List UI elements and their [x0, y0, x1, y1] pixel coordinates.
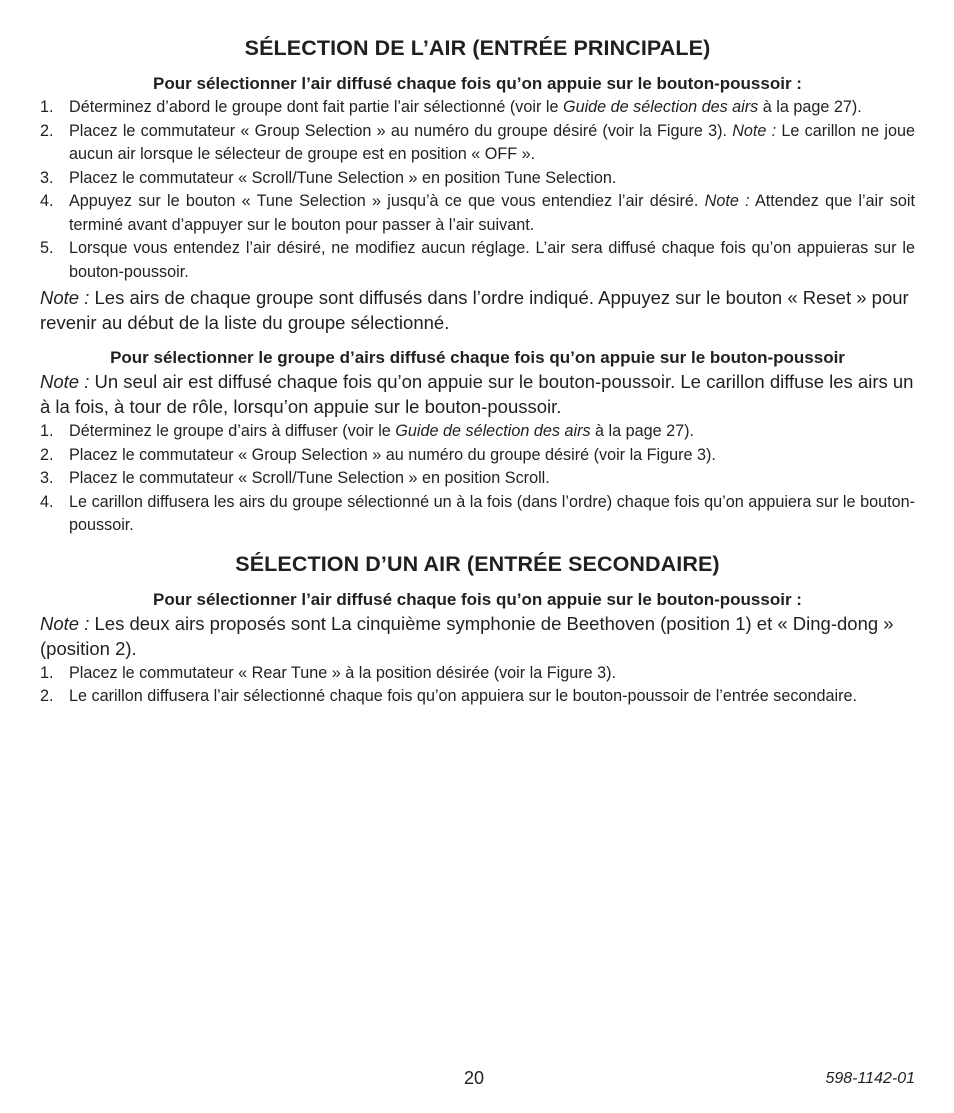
section1-steps-2 [40, 420, 915, 538]
section2-subheading: Pour sélectionner l’air diffusé chaque fois qu’on appuie sur le bouton-poussoir : [153, 589, 802, 609]
section1-subheading: Pour sélectionner l’air diffusé chaque fois qu’on appuie sur le bouton-poussoir : [153, 74, 802, 93]
section1-heading: SÉLECTION DE L’AIR (ENTRÉE PRINCIPALE) [244, 36, 711, 60]
list-item: 4. Appuyez sur le bouton « Tune Selection » jusqu’à ce que vous entendiez l’air désiré. Note : Attendez que l’air soit terminé avant d’appuyer sur le bouton pour passer à l’air suivant. [40, 192, 915, 234]
list-item: 3. Placez le commutateur « Scroll/Tune Selection » en position Scroll. [40, 469, 550, 487]
document-code: 598-1142-01 [825, 1070, 915, 1087]
section2-note: Note : Les deux airs proposés sont La cinquième symphonie de Beethoven (position 1) et « Ding-dong » (position 2). [40, 612, 894, 659]
list-item: 2. Placez le commutateur « Group Selection » au numéro du groupe désiré (voir la Figure 3). Note : Le carillon ne joue aucun air lorsque le sélecteur de groupe est en position « OFF ». [40, 121, 915, 163]
section2-heading: SÉLECTION D’UN AIR (ENTRÉE SECONDAIRE) [235, 551, 720, 576]
list-item: 2. Le carillon diffusera l’air sélectionné chaque fois qu’on appuiera sur le bouton-poussoir de l’entrée secondaire. [40, 687, 857, 705]
list-item: 1. Déterminez d’abord le groupe dont fait partie l’air sélectionné (voir le Guide de sélection des airs à la page 27). [40, 98, 862, 116]
list-item: 2. Placez le commutateur « Group Selection » au numéro du groupe désiré (voir la Figure 3). [40, 445, 716, 464]
section1-note-2: Note : Un seul air est diffusé chaque fois qu’on appuie sur le bouton-poussoir. Le carillon diffuse les airs un à la fois, à tour de rôle, lorsqu’on appuie sur le bouton-poussoir. [40, 371, 914, 417]
list-item: 3. Placez le commutateur « Scroll/Tune Selection » en position Tune Selection. [40, 168, 617, 187]
section1-subheading-2: Pour sélectionner le groupe d’airs diffusé chaque fois qu’on appuie sur le bouton-poussoir [110, 348, 845, 367]
section1-steps [40, 96, 915, 284]
list-item: 1. Placez le commutateur « Rear Tune » à la position désirée (voir la Figure 3). [40, 663, 617, 682]
list-item: 1. Déterminez le groupe d’airs à diffuser (voir le Guide de sélection des airs à la page 27). [40, 422, 695, 440]
section2-steps [40, 662, 915, 709]
manual-page [40, 34, 915, 709]
list-item: 5. Lorsque vous entendez l’air désiré, ne modifiez aucun réglage. L’air sera diffusé chaque fois qu’on appuieras sur le bouton-poussoir. [40, 239, 915, 281]
page-number: 20 [464, 1068, 485, 1088]
list-item: 4. Le carillon diffusera les airs du groupe sélectionné un à la fois (dans l’ordre) chaque fois qu’on appuiera sur le bouton-poussoir. [40, 492, 915, 534]
section1-note: Note : Les airs de chaque groupe sont diffusés dans l’ordre indiqué. Appuyez sur le bouton « Reset » pour revenir au début de la liste du groupe sélectionné. [40, 287, 909, 333]
